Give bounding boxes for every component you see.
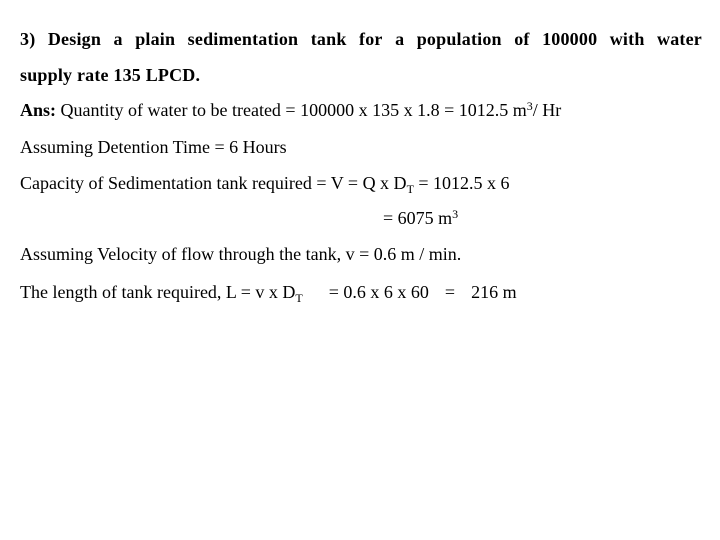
- volume-exponent: 3: [452, 207, 459, 221]
- question-word: 3): [20, 29, 36, 49]
- question-word: a: [395, 29, 405, 49]
- question-line-2: supply rate 135 LPCD.: [20, 65, 201, 85]
- length-calculation: = 0.6 x 6 x 60: [328, 282, 429, 302]
- quantity-text: Quantity of water to be treated = 100000 x 135 x 1.8 = 1012.5 m: [56, 100, 527, 120]
- length-line: [20, 281, 517, 303]
- question-word: a: [113, 29, 123, 49]
- question-word: for: [359, 29, 383, 49]
- question-word: with: [609, 29, 645, 49]
- volume-result-line: [383, 207, 458, 229]
- length-subscript: T: [295, 291, 303, 305]
- capacity-line: [20, 172, 510, 194]
- question-line-1: [20, 28, 702, 50]
- velocity-line: Assuming Velocity of flow through the tank, v = 0.6 m / min.: [20, 244, 462, 264]
- answer-quantity-line: [20, 99, 561, 121]
- question-word: tank: [310, 29, 347, 49]
- length-result: 216 m: [471, 282, 517, 302]
- question-word: of: [514, 29, 530, 49]
- question-word: water: [657, 29, 702, 49]
- length-text: The length of tank required, L = v x D: [20, 282, 296, 302]
- capacity-rest: = 1012.5 x 6: [413, 173, 510, 193]
- question-word: plain: [135, 29, 176, 49]
- volume-text: = 6075 m: [383, 208, 453, 228]
- question-word: sedimentation: [187, 29, 299, 49]
- quantity-unit: / Hr: [532, 100, 562, 120]
- quantity-exponent: 3: [526, 99, 533, 113]
- answer-label: Ans:: [20, 100, 57, 120]
- capacity-subscript: T: [406, 182, 414, 196]
- question-word: 100000: [542, 29, 598, 49]
- question-word: Design: [47, 29, 102, 49]
- detention-time-line: Assuming Detention Time = 6 Hours: [20, 137, 287, 157]
- capacity-text: Capacity of Sedimentation tank required = V = Q x D: [20, 173, 407, 193]
- question-word: population: [416, 29, 502, 49]
- length-equals: =: [444, 282, 456, 302]
